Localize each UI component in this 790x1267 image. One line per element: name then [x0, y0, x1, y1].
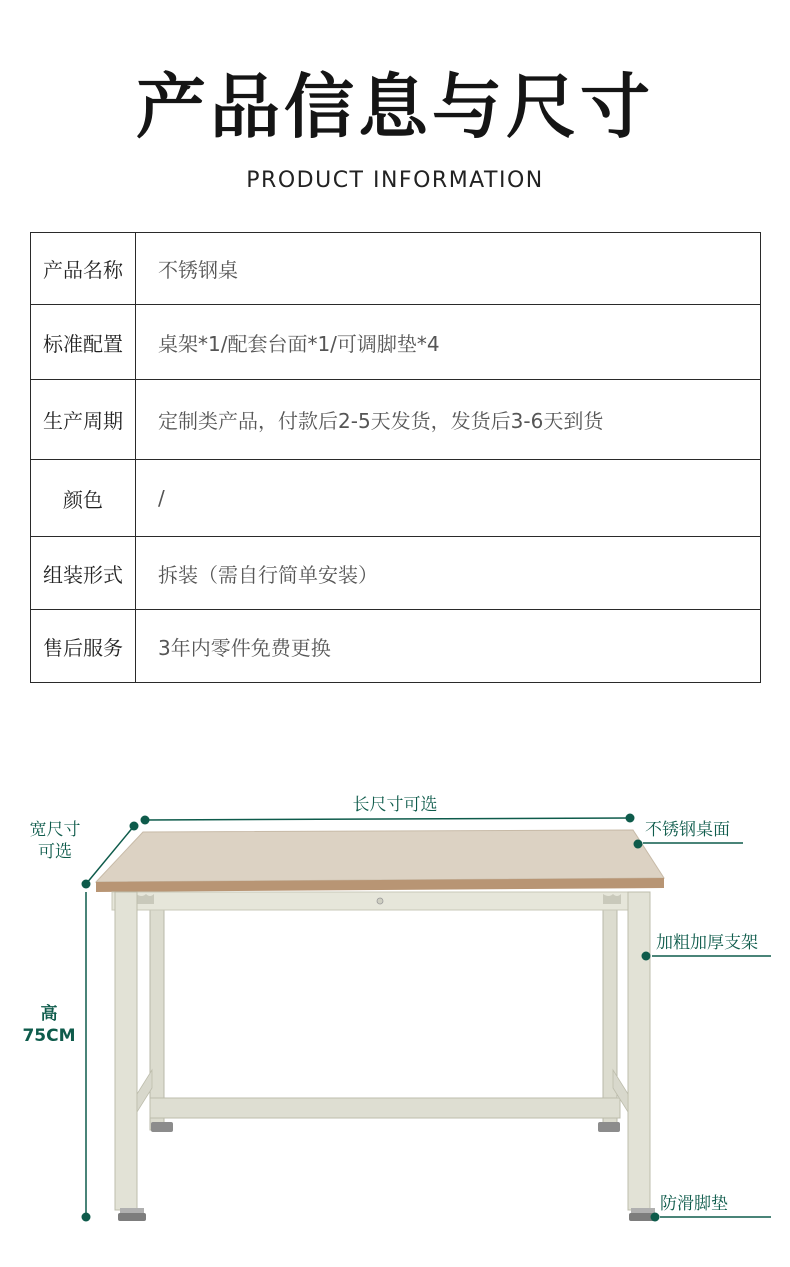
table-row [31, 233, 761, 305]
workbench-illustration [0, 770, 790, 1267]
page-subtitle: PRODUCT INFORMATION [246, 168, 544, 193]
page-title: 产品信息与尺寸 [136, 66, 654, 148]
spec-key: 组装形式 [31, 537, 136, 610]
spec-key: 产品名称 [31, 233, 136, 305]
height-label-line2: 75CM [22, 1026, 76, 1046]
width-label-line1: 宽尺寸 [29, 820, 81, 840]
spec-value: 拆装（需自行简单安装） [136, 537, 761, 610]
table-row [31, 610, 761, 683]
table-row [31, 537, 761, 610]
spec-key: 颜色 [31, 460, 136, 537]
table-row [31, 460, 761, 537]
table-dimension-diagram [0, 770, 790, 1267]
spec-value: 不锈钢桌 [136, 233, 761, 305]
height-label-line1: 高 [40, 1004, 58, 1024]
spec-value: / [136, 460, 761, 537]
length-label: 长尺寸可选 [352, 795, 438, 815]
spec-value: 桌架*1/配套台面*1/可调脚垫*4 [136, 305, 761, 380]
width-label-line2: 可选 [38, 842, 72, 862]
frame-label: 加粗加厚支架 [656, 933, 758, 953]
table-row [31, 380, 761, 460]
table-row [31, 305, 761, 380]
spec-table [30, 232, 761, 683]
tabletop-label: 不锈钢桌面 [645, 820, 730, 840]
spec-key: 售后服务 [31, 610, 136, 683]
spec-value: 3年内零件免费更换 [136, 610, 761, 683]
feet-label: 防滑脚垫 [660, 1194, 728, 1214]
spec-key: 标准配置 [31, 305, 136, 380]
spec-key: 生产周期 [31, 380, 136, 460]
spec-value: 定制类产品，付款后2-5天发货，发货后3-6天到货 [136, 380, 761, 460]
